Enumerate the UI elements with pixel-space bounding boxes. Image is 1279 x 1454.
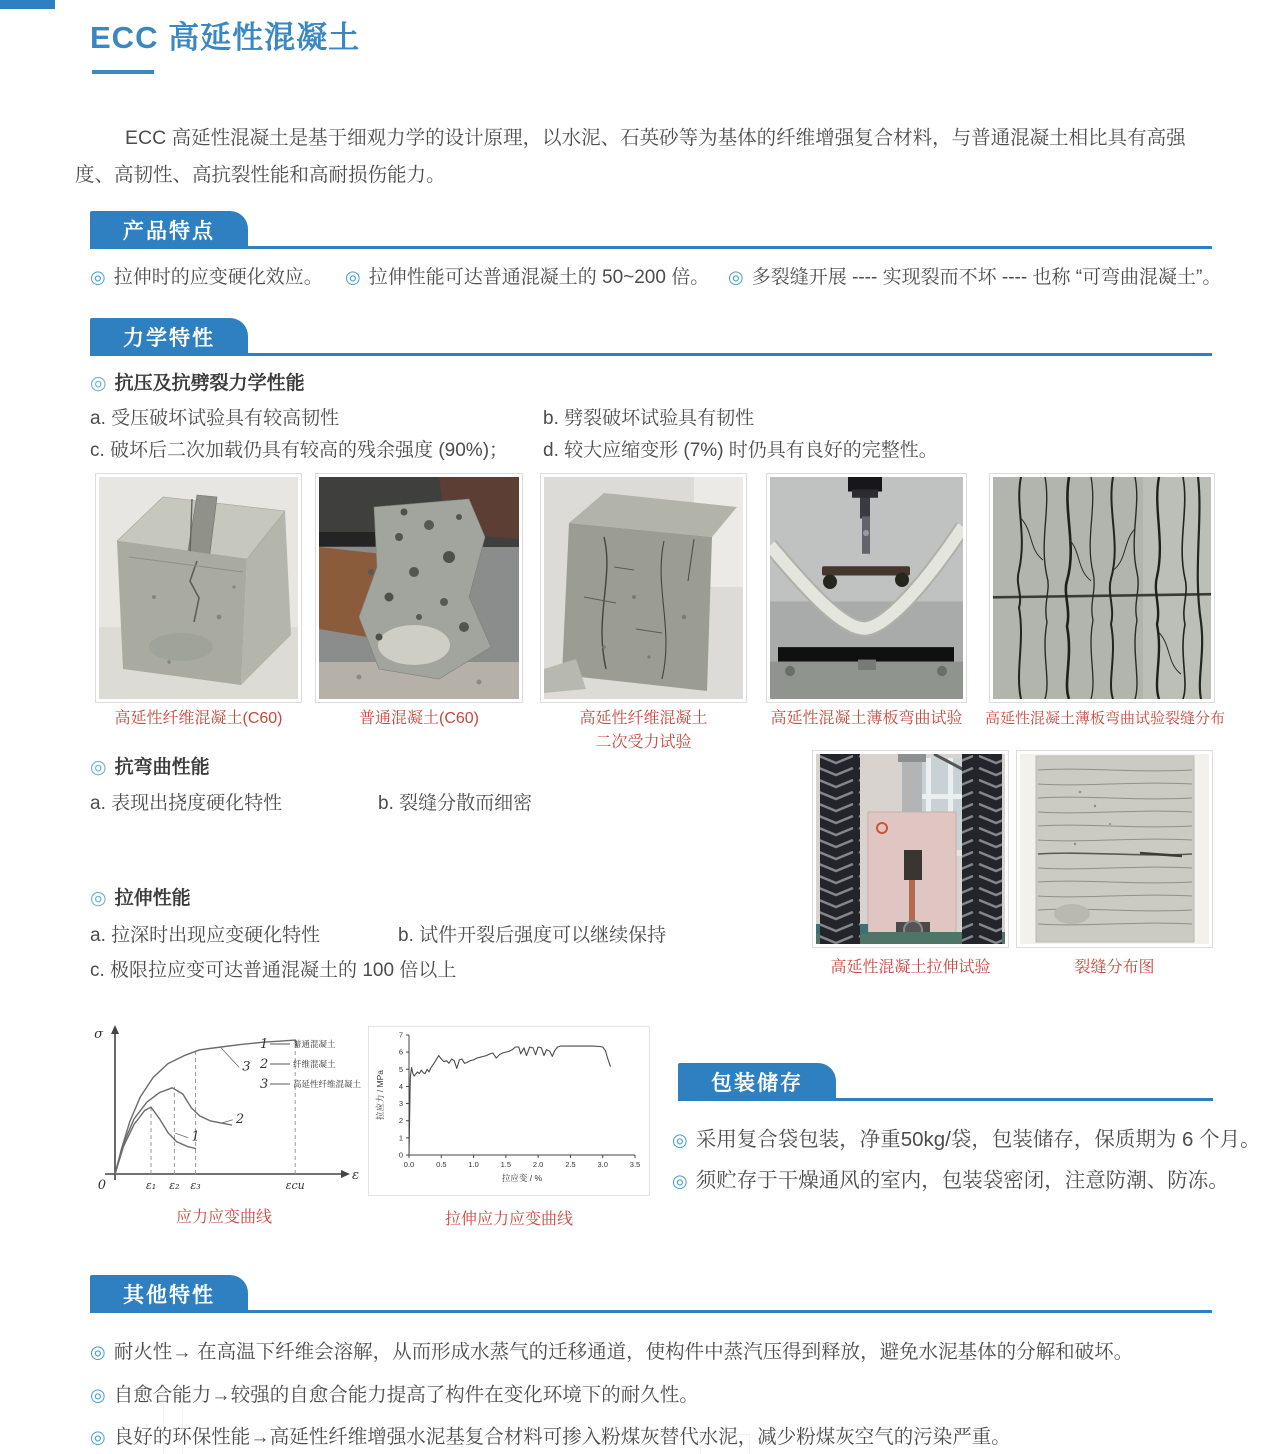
photo-caption: 高延性混凝土薄板弯曲试验裂缝分布 xyxy=(985,710,1226,727)
subsection-compress-title xyxy=(90,368,305,395)
chart-caption: 应力应变曲线 xyxy=(175,1209,272,1226)
section-tab-packaging xyxy=(678,1063,836,1101)
subsection-bend-title xyxy=(90,752,210,779)
page-title: ECC 高延性混凝土 xyxy=(90,20,361,55)
test-machine-image xyxy=(816,754,1005,944)
double-circle-bullet-icon: ◎ xyxy=(90,757,107,778)
svg-text:3: 3 xyxy=(398,1099,403,1109)
subsection-tensile-title xyxy=(90,883,191,910)
feature-bullet-text: 拉伸时的应变硬化效应。 xyxy=(113,267,323,288)
svg-text:0.5: 0.5 xyxy=(436,1160,447,1169)
svg-text:拉应变 / %: 拉应变 / % xyxy=(501,1173,543,1183)
photo-caption xyxy=(540,707,747,755)
packaging-bullet xyxy=(672,1163,1229,1193)
photo-bending-crack-distribution xyxy=(989,473,1215,703)
double-circle-bullet-icon: ◎ xyxy=(728,267,744,287)
svg-text:ε₃: ε₃ xyxy=(190,1179,201,1192)
section-tab-mechanical xyxy=(90,318,248,356)
packaging-bullet-text: 采用复合袋包装，净重50kg/袋，包装储存，保质期为 6 个月。 xyxy=(695,1128,1261,1151)
svg-text:高延性纤维混凝土: 高延性纤维混凝土 xyxy=(293,1079,362,1089)
section-tab-other xyxy=(90,1275,248,1313)
photo-caption-line2: 二次受力试验 xyxy=(595,734,692,751)
feature-bullet xyxy=(728,262,1221,289)
other-bullet-text: 耐火性→ 在高温下纤维会溶解，从而形成水蒸气的迁移通道，使构件中蒸汽压得到释放，避免水泥基体的分解和破坏。 xyxy=(113,1341,1134,1363)
photo-normal-concrete-c60 xyxy=(315,473,523,703)
compress-item-d: d. 较大应缩变形 (7%) 时仍具有良好的完整性。 xyxy=(543,440,938,461)
svg-text:ε₁: ε₁ xyxy=(145,1179,157,1192)
section-tab-label: 产品特点 xyxy=(123,220,215,243)
svg-text:3.0: 3.0 xyxy=(597,1160,608,1169)
photo-tensile-test-machine xyxy=(812,750,1009,948)
svg-text:拉应力 / MPa: 拉应力 / MPa xyxy=(375,1069,385,1121)
subsection-title-text: 抗弯曲性能 xyxy=(114,757,210,778)
feature-bullet xyxy=(90,262,323,289)
stress-strain-schematic-chart xyxy=(85,1022,363,1200)
packaging-bullet xyxy=(672,1122,1261,1152)
tensile-item-c: c. 极限拉应变可达普通混凝土的 100 倍以上 xyxy=(90,960,457,981)
svg-text:6: 6 xyxy=(398,1047,403,1057)
compress-item-c: c. 破坏后二次加载仍具有较高的残余强度 (90%)； xyxy=(90,440,509,461)
cracked-cube-image xyxy=(544,477,743,699)
double-circle-bullet-icon: ◎ xyxy=(90,267,106,287)
svg-text:5: 5 xyxy=(398,1064,403,1074)
crack-pattern-image xyxy=(993,477,1211,699)
svg-text:3: 3 xyxy=(260,1077,269,1092)
section-tab-label: 其他特性 xyxy=(123,1284,215,1307)
faint-artifact xyxy=(700,1434,750,1454)
photo-ecc-second-load xyxy=(540,473,747,703)
other-bullet xyxy=(90,1336,1133,1364)
svg-text:1.0: 1.0 xyxy=(468,1160,479,1169)
tensile-item-a: a. 拉深时出现应变硬化特性 xyxy=(90,925,321,946)
other-bullet-text: 自愈合能力→较强的自愈合能力提高了构件在变化环境下的耐久性。 xyxy=(113,1384,699,1406)
bending-test-image xyxy=(770,477,963,699)
photo-caption: 高延性纤维混凝土(C60) xyxy=(114,710,283,727)
double-circle-bullet-icon: ◎ xyxy=(345,267,361,287)
svg-text:ε₂: ε₂ xyxy=(169,1179,180,1192)
section-tab-label: 力学特性 xyxy=(123,327,215,350)
svg-text:εcu: εcu xyxy=(285,1179,305,1192)
svg-text:2: 2 xyxy=(260,1057,269,1072)
svg-text:2: 2 xyxy=(235,1111,245,1127)
photo-caption: 高延性混凝土拉伸试验 xyxy=(830,959,991,976)
svg-text:4: 4 xyxy=(398,1081,403,1091)
svg-text:普通混凝土: 普通混凝土 xyxy=(293,1039,336,1049)
double-circle-bullet-icon: ◎ xyxy=(672,1171,688,1191)
svg-text:3: 3 xyxy=(242,1059,251,1075)
other-bullet xyxy=(90,1421,1011,1449)
feature-bullet xyxy=(345,262,709,289)
svg-text:2.5: 2.5 xyxy=(565,1160,576,1169)
chart-caption: 拉伸应力应变曲线 xyxy=(444,1211,573,1228)
section-tab-label: 包装储存 xyxy=(711,1072,803,1095)
compress-item-a: a. 受压破坏试验具有较高韧性 xyxy=(90,408,340,429)
svg-text:0: 0 xyxy=(398,1150,403,1160)
svg-text:1: 1 xyxy=(398,1133,403,1143)
double-circle-bullet-icon: ◎ xyxy=(90,1385,106,1405)
double-circle-bullet-icon: ◎ xyxy=(672,1130,688,1150)
section-divider xyxy=(90,246,1212,249)
svg-text:0: 0 xyxy=(97,1178,106,1193)
bend-item-b: b. 裂缝分散而细密 xyxy=(378,793,533,814)
svg-text:2: 2 xyxy=(398,1116,403,1126)
bend-item-a: a. 表现出挠度硬化特性 xyxy=(90,793,283,814)
feature-bullet-text: 拉伸性能可达普通混凝土的 50~200 倍。 xyxy=(368,267,710,288)
packaging-bullet-text: 须贮存于干燥通风的室内，包装袋密闭，注意防潮、防冻。 xyxy=(695,1169,1229,1192)
title-underline xyxy=(92,70,154,74)
concrete-cube-image xyxy=(99,477,298,699)
section-divider xyxy=(90,353,1212,356)
svg-text:1: 1 xyxy=(260,1037,269,1052)
double-circle-bullet-icon: ◎ xyxy=(90,1342,106,1362)
feature-bullet-text: 多裂缝开展 ---- 实现裂而不坏 ---- 也称 “可弯曲混凝土”。 xyxy=(751,267,1222,288)
compress-item-b: b. 劈裂破坏试验具有韧性 xyxy=(543,408,755,429)
section-divider xyxy=(90,1310,1212,1313)
photo-caption: 裂缝分布图 xyxy=(1074,959,1155,976)
crushed-concrete-image xyxy=(319,477,519,699)
faint-artifact xyxy=(163,1390,183,1454)
svg-text:1.5: 1.5 xyxy=(500,1160,512,1169)
svg-text:纤维混凝土: 纤维混凝土 xyxy=(293,1059,336,1069)
tensile-stress-strain-chart xyxy=(369,1027,649,1191)
other-bullet-text: 良好的环保性能→高延性纤维增强水泥基复合材料可掺入粉煤灰替代水泥，减少粉煤灰空气的污染严重。 xyxy=(113,1426,1011,1448)
subsection-title-text: 抗压及抗劈裂力学性能 xyxy=(114,373,305,394)
photo-caption: 普通混凝土(C60) xyxy=(358,710,479,727)
double-circle-bullet-icon: ◎ xyxy=(90,888,107,909)
corner-accent-bar xyxy=(0,0,55,9)
photo-ecc-cube-c60 xyxy=(95,473,302,703)
double-circle-bullet-icon: ◎ xyxy=(90,1427,106,1447)
svg-text:1: 1 xyxy=(191,1129,200,1145)
photo-caption: 高延性混凝土薄板弯曲试验 xyxy=(770,710,963,727)
fine-crack-image xyxy=(1020,754,1209,944)
svg-text:0.0: 0.0 xyxy=(403,1160,415,1169)
tensile-item-b: b. 试件开裂后强度可以继续保持 xyxy=(398,925,667,946)
photo-caption-line1: 高延性纤维混凝土 xyxy=(579,710,708,727)
double-circle-bullet-icon: ◎ xyxy=(90,373,107,394)
subsection-title-text: 拉伸性能 xyxy=(114,888,191,909)
svg-text:7: 7 xyxy=(398,1030,403,1040)
svg-text:ε: ε xyxy=(352,1168,359,1183)
intro-paragraph: ECC 高延性混凝土是基于细观力学的设计原理，以水泥、石英砂等为基体的纤维增强复合材料，与普通混凝土相比具有高强度、高韧性、高抗裂性能和高耐损伤能力。 xyxy=(75,127,1186,186)
tensile-chart-frame xyxy=(368,1026,650,1196)
svg-text:3.5: 3.5 xyxy=(629,1160,641,1169)
svg-text:2.0: 2.0 xyxy=(532,1160,544,1169)
photo-thin-plate-bending-test xyxy=(766,473,967,703)
section-tab-features xyxy=(90,211,248,249)
photo-fine-crack-distribution xyxy=(1016,750,1213,948)
svg-text:σ: σ xyxy=(94,1027,103,1042)
